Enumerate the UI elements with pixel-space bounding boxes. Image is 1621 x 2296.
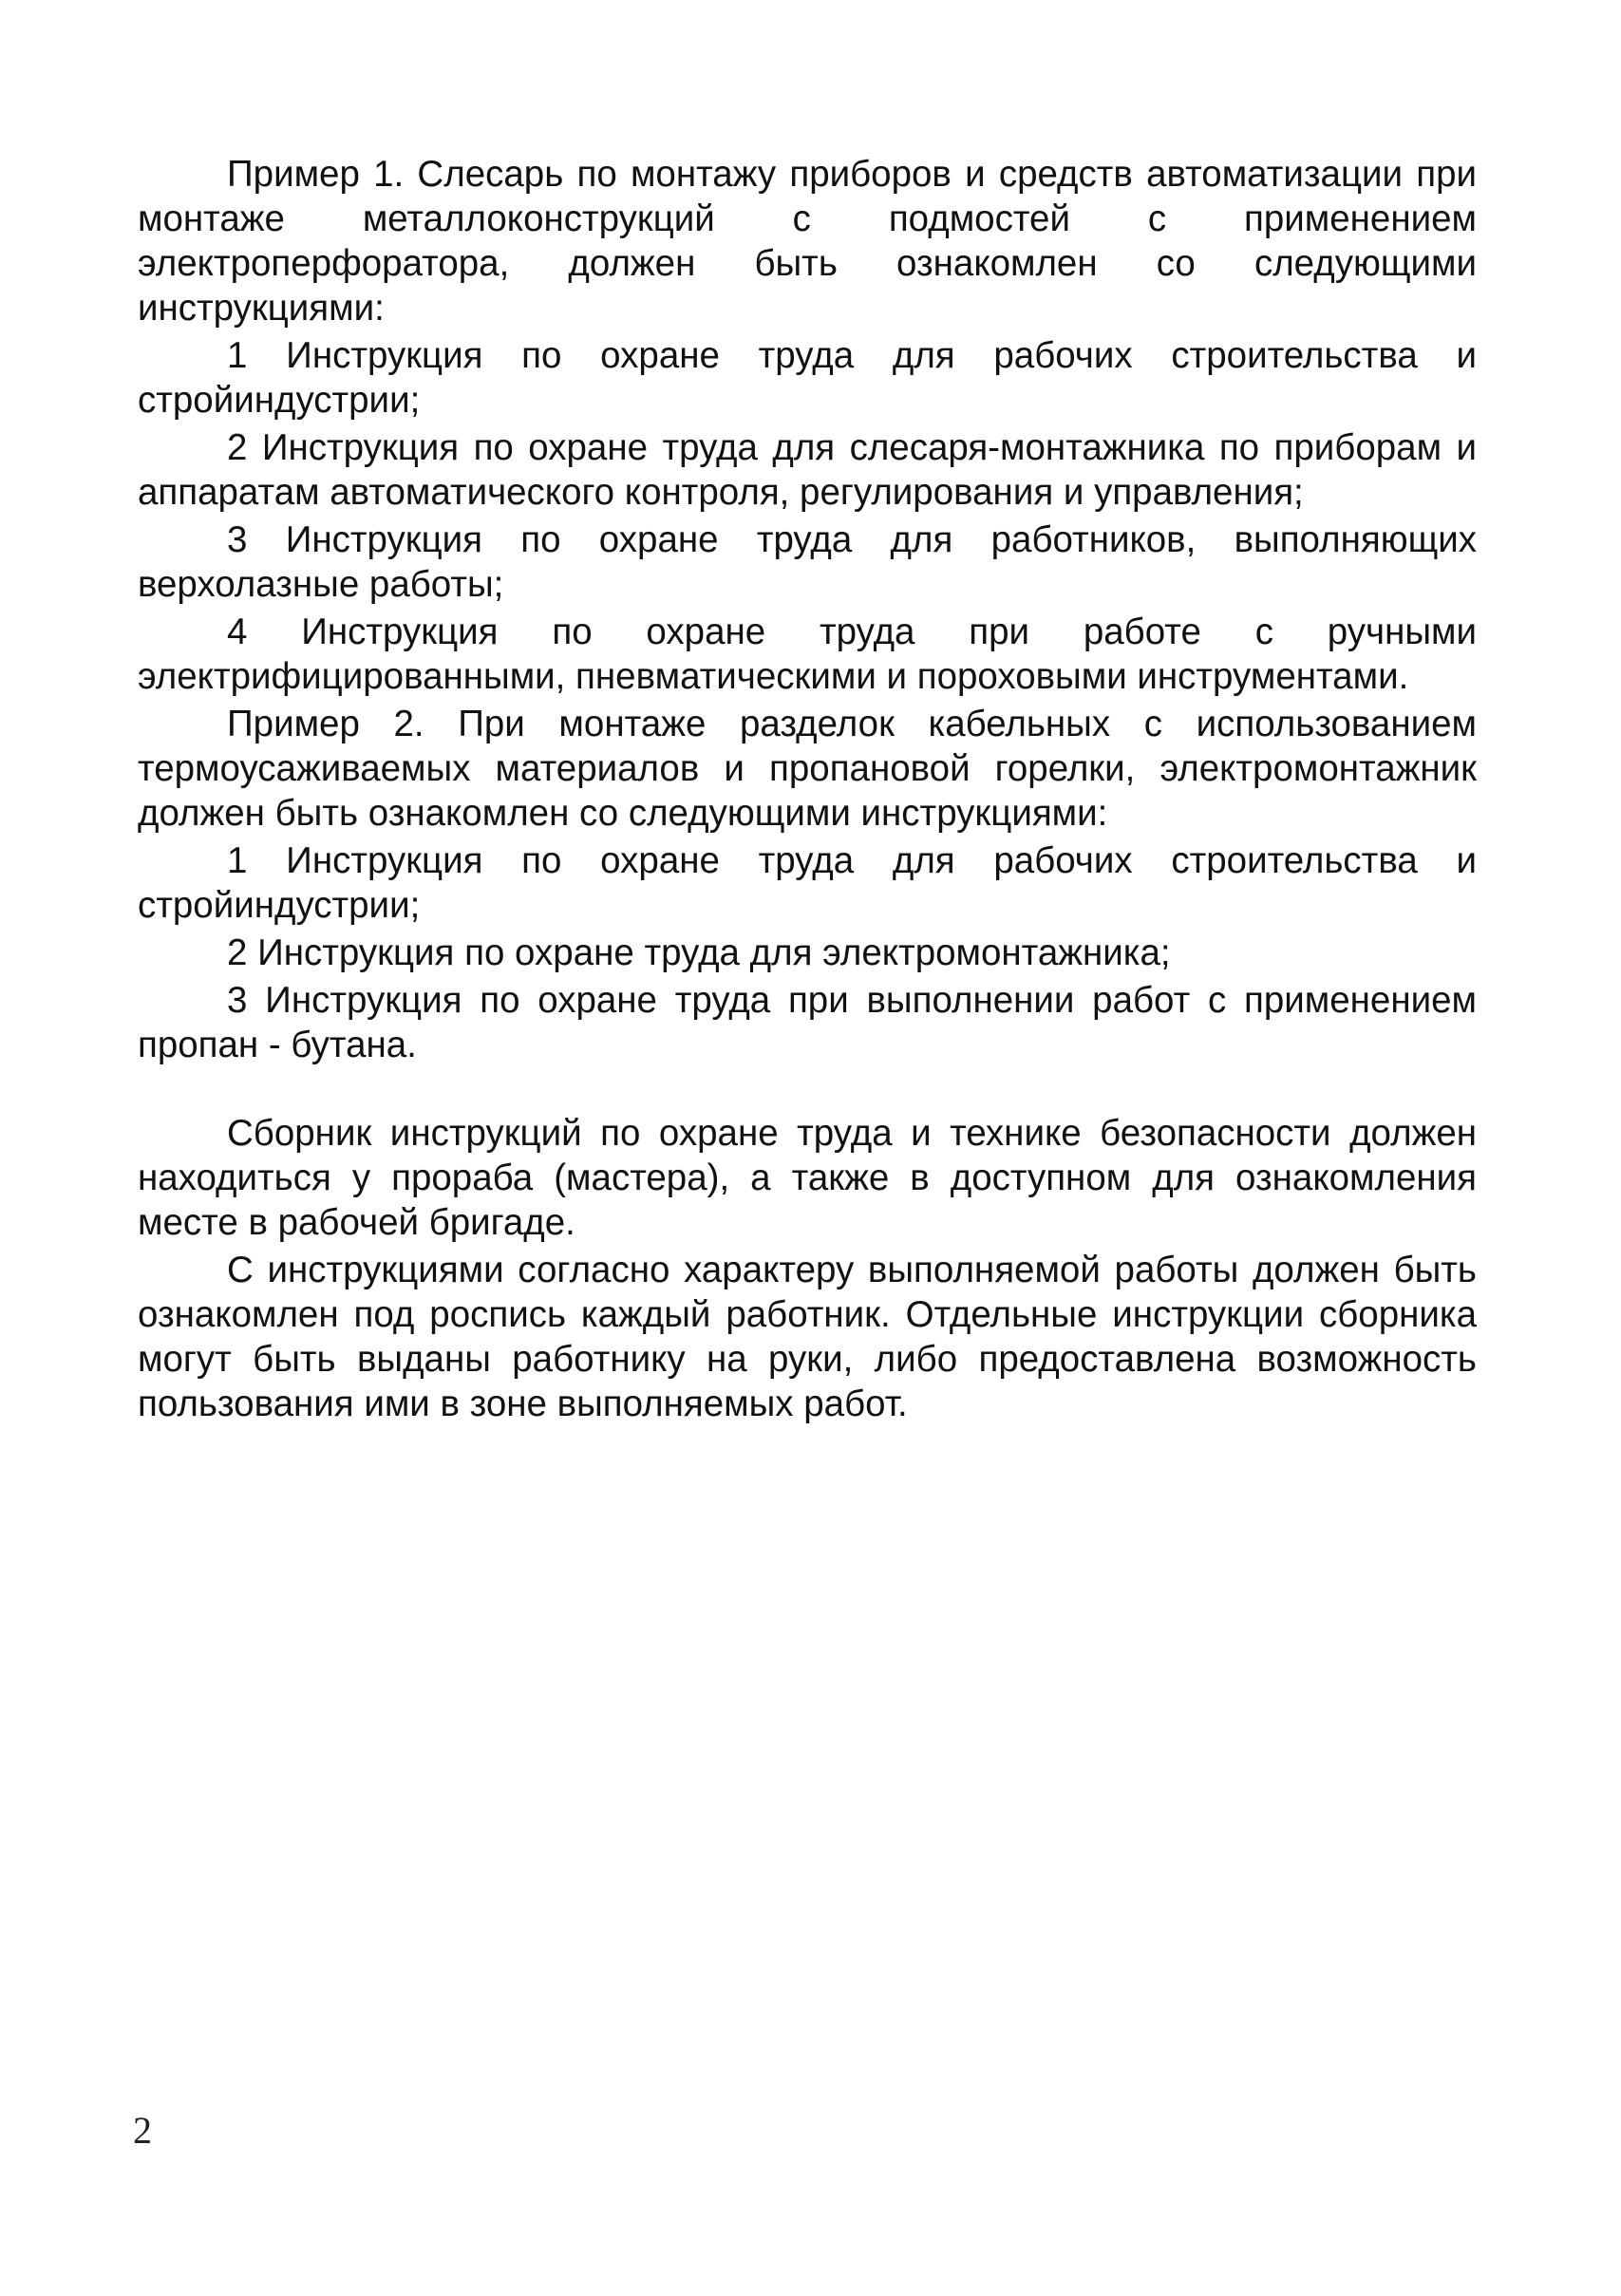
paragraph-example-2: Пример 2. При монтаже разделок кабельных с использованием термоусаживаемых материалов и пропановой горелки, электромонтажник должен быть ознакомлен со следующими инструкциями: — [138, 704, 1477, 834]
list-item-1: 1 Инструкция по охране труда для рабочих строительства и стройиндустрии; — [138, 840, 1477, 926]
list-item-2: 2 Инструкция по охране труда для слесаря-монтажника по приборам и аппаратам автоматического контроля, регулирования и управления; — [138, 427, 1477, 513]
list-item-4: 4 Инструкция по охране труда при работе с ручными электрифицированными, пневматическими и пороховыми инструментами. — [138, 612, 1477, 697]
list-item-3: 3 Инструкция по охране труда для работников, выполняющих верхолазные работы; — [138, 519, 1477, 605]
list-item-1: 1 Инструкция по охране труда для рабочих строительства и стройиндустрии; — [138, 335, 1477, 421]
paragraph-collection-location: Сборник инструкций по охране труда и технике безопасности должен находиться у прораба (мастера), а также в доступном для ознакомления месте в рабочей бригаде. — [138, 1113, 1477, 1243]
paragraph-familiarization: С инструкциями согласно характеру выполняемой работы должен быть ознакомлен под роспись каждый работник. Отдельные инструкции сборника могут быть выданы работнику на руки, либо предоставлена возможность пользования ими в зоне выполняемых работ. — [138, 1250, 1477, 1424]
page-number: 2 — [133, 2109, 152, 2152]
list-item-3: 3 Инструкция по охране труда при выполнении работ с применением пропан - бутана. — [138, 980, 1477, 1065]
document-body — [138, 152, 1477, 1426]
paragraph-example-1: Пример 1. Слесарь по монтажу приборов и средств автоматизации при монтаже металлоконструкций с подмостей с применением электроперфоратора, должен быть ознакомлен со следующими инструкциями: — [138, 154, 1477, 329]
list-item-2: 2 Инструкция по охране труда для электромонтажника; — [227, 932, 1171, 973]
